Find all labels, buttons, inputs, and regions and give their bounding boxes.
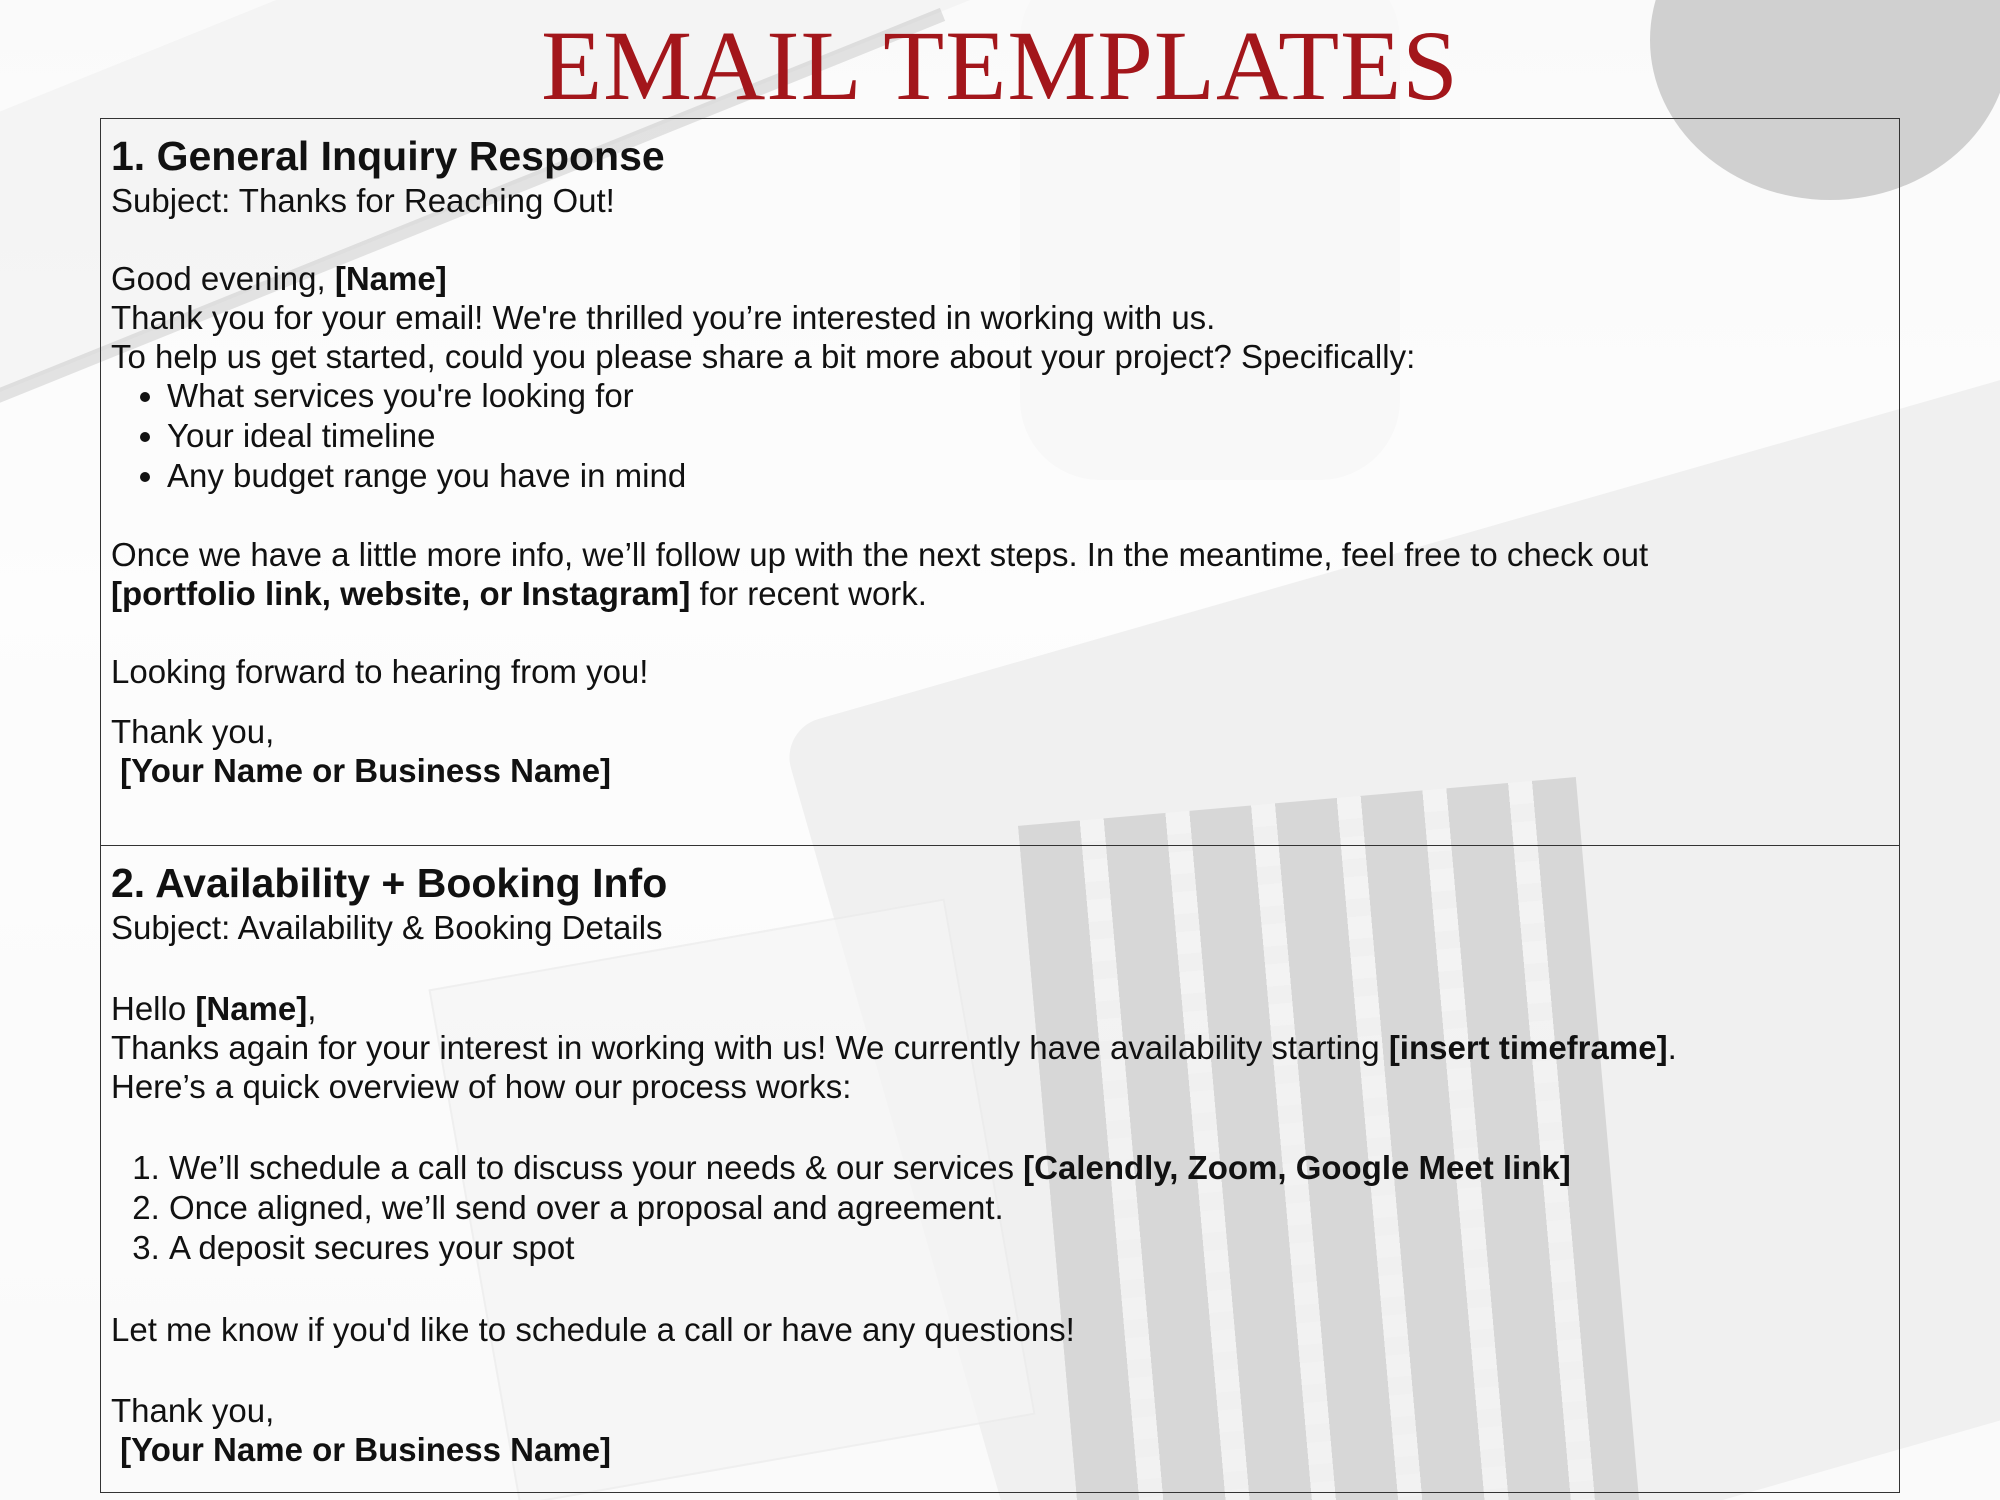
name-placeholder: [Name] [334,260,447,297]
timeframe-placeholder: [insert timeframe] [1388,1029,1668,1066]
list-item: • Your ideal timeline [167,416,1889,456]
list-item: • Any budget range you have in mind [167,456,1889,496]
page-title: EMAIL TEMPLATES [541,10,1459,121]
email-signature: [Your Name or Business Name] [120,1431,612,1468]
name-placeholder: [Name] [195,990,308,1027]
template-heading: 1. General Inquiry Response [111,133,665,179]
email-subject: Subject: Thanks for Reaching Out! [111,182,615,219]
email-body-line: Here’s a quick overview of how our process works: [111,1068,852,1105]
template-availability-booking [100,845,1900,1493]
list-item: 2. Once aligned, we’ll send over a proposal and agreement. [169,1188,1889,1228]
email-greeting: Good evening, [Name] [111,260,447,297]
email-signoff: Thank you, [111,713,275,750]
email-body-line: Thank you for your email! We're thrilled you’re interested in working with us. [111,299,1216,336]
template-general-inquiry [100,118,1900,846]
email-closing: Looking forward to hearing from you! [111,653,649,690]
link-placeholder: [Calendly, Zoom, Google Meet link] [1023,1149,1571,1186]
list-item: 3. A deposit secures your spot [169,1228,1889,1268]
email-body-line: Thanks again for your interest in working with us! We currently have availability starting [insert timeframe]. [111,1029,1677,1066]
email-greeting: Hello [Name], [111,990,317,1027]
email-subject: Subject: Availability & Booking Details [111,909,663,946]
question-list [111,376,1889,496]
process-steps [111,1148,1889,1268]
email-signoff: Thank you, [111,1392,275,1429]
list-item: 1. We’ll schedule a call to discuss your needs & our services [Calendly, Zoom, Google Meet link] [169,1148,1889,1188]
list-item: • What services you're looking for [167,376,1889,416]
email-closing: Let me know if you'd like to schedule a call or have any questions! [111,1311,1075,1348]
link-placeholder: [portfolio link, website, or Instagram] [111,575,691,612]
template-heading: 2. Availability + Booking Info [111,860,668,906]
email-signature: [Your Name or Business Name] [120,752,612,789]
email-followup: Once we have a little more info, we’ll follow up with the next steps. In the meantime, feel free to check out [portfolio link, website, or Instagram] for recent work. [111,536,1649,612]
email-body-line: To help us get started, could you please share a bit more about your project? Specifically: [111,338,1416,375]
